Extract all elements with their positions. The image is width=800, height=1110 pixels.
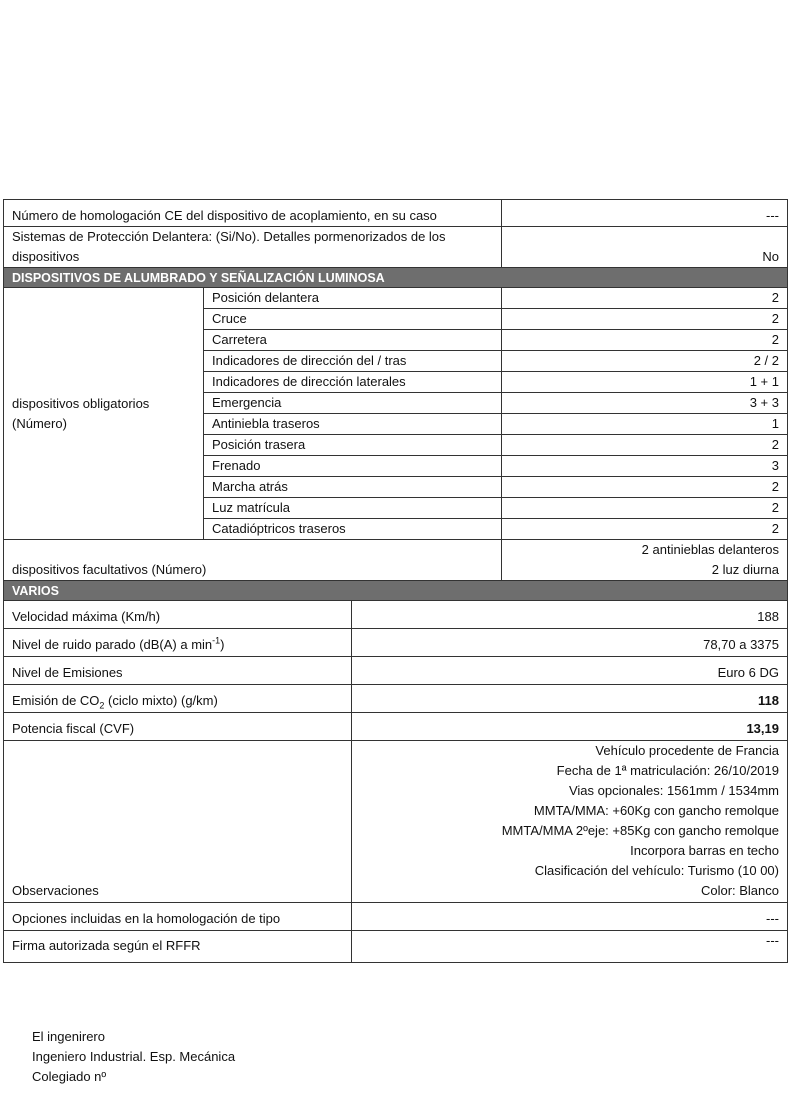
device-count: 3 + 3 — [502, 393, 788, 414]
table-row — [4, 713, 788, 741]
front-protection-label: Sistemas de Protección Delantera: (Si/No). Detalles pormenorizados de los dispositivos — [4, 227, 502, 268]
fiscal-power-value: 13,19 — [352, 713, 788, 741]
observation-line: MMTA/MMA: +60Kg con gancho remolque — [533, 803, 779, 818]
table-row — [4, 685, 788, 713]
section-header-lighting — [4, 268, 788, 288]
table-row — [4, 227, 788, 268]
co2-label-rest: (ciclo mixto) (g/km) — [104, 693, 218, 708]
observation-line: MMTA/MMA 2ºeje: +85Kg con gancho remolque — [501, 823, 779, 838]
co2-label-text: Emisión de CO — [12, 693, 100, 708]
device-count: 3 — [502, 456, 788, 477]
max-speed-label: Velocidad máxima (Km/h) — [4, 601, 352, 629]
fiscal-power-label: Potencia fiscal (CVF) — [4, 713, 352, 741]
mandatory-devices-label-line1: dispositivos obligatorios — [12, 395, 150, 411]
table-row — [4, 200, 788, 227]
ce-homologation-label: Número de homologación CE del dispositivo de acoplamiento, en su caso — [4, 200, 502, 227]
observation-line: Vias opcionales: 1561mm / 1534mm — [568, 783, 779, 798]
optional-devices-label: dispositivos facultativos (Número) — [4, 540, 502, 581]
table-row — [4, 931, 788, 963]
optional-device-1: 2 antinieblas delanteros — [641, 542, 779, 557]
device-name: Posición delantera — [204, 288, 502, 309]
device-count: 2 — [502, 477, 788, 498]
co2-label-subscript: 2 — [99, 700, 105, 711]
device-count: 2 — [502, 330, 788, 351]
signature-label: Firma autorizada según el RFFR — [4, 931, 352, 963]
device-name: Indicadores de dirección laterales — [204, 372, 502, 393]
table-row — [4, 540, 788, 581]
front-protection-value: No — [502, 227, 788, 268]
noise-label — [4, 629, 352, 657]
co2-value: 118 — [352, 685, 788, 713]
type-options-label: Opciones incluidas en la homologación de tipo — [4, 903, 352, 931]
engineer-specialty: Ingeniero Industrial. Esp. Mecánica — [32, 1049, 236, 1064]
device-count: 2 — [502, 309, 788, 330]
device-count: 2 / 2 — [502, 351, 788, 372]
noise-label-exponent: -1 — [212, 635, 221, 646]
device-name: Frenado — [204, 456, 502, 477]
observation-line: Clasificación del vehículo: Turismo (10 00) — [534, 863, 779, 878]
engineer-title: El ingenirero — [32, 1029, 105, 1044]
device-name: Catadióptricos traseros — [204, 519, 502, 540]
observation-line: Vehículo procedente de Francia — [595, 743, 779, 758]
device-count: 1 + 1 — [502, 372, 788, 393]
table-row — [4, 629, 788, 657]
observations-value — [352, 741, 788, 903]
signature-block — [32, 1027, 235, 1087]
max-speed-value: 188 — [352, 601, 788, 629]
device-name: Emergencia — [204, 393, 502, 414]
optional-devices-value — [502, 540, 788, 581]
table-row — [4, 903, 788, 931]
emissions-level-value: Euro 6 DG — [352, 657, 788, 685]
device-name: Luz matrícula — [204, 498, 502, 519]
noise-label-text: Nivel de ruido parado (dB(A) a min — [12, 637, 213, 652]
varios-section-title: VARIOS — [4, 581, 788, 601]
device-name: Marcha atrás — [204, 477, 502, 498]
varios-table — [3, 600, 788, 963]
noise-label-close: ) — [220, 637, 225, 652]
header-table — [3, 199, 788, 268]
mandatory-devices-label-line2: (Número) — [12, 415, 67, 431]
co2-label — [4, 685, 352, 713]
mandatory-devices-label — [4, 288, 204, 540]
lighting-table — [3, 267, 788, 601]
section-header-varios — [4, 581, 788, 601]
observation-line: Color: Blanco — [700, 883, 779, 898]
device-count: 2 — [502, 435, 788, 456]
device-count: 2 — [502, 519, 788, 540]
observation-line: Fecha de 1ª matriculación: 26/10/2019 — [556, 763, 779, 778]
mandatory-devices-list — [4, 288, 788, 540]
engineer-registration: Colegiado nº — [32, 1069, 107, 1084]
device-name: Indicadores de dirección del / tras — [204, 351, 502, 372]
device-row — [4, 288, 788, 309]
noise-value: 78,70 a 3375 — [352, 629, 788, 657]
device-count: 2 — [502, 288, 788, 309]
table-row — [4, 601, 788, 629]
observations-label: Observaciones — [4, 741, 352, 903]
emissions-level-label: Nivel de Emisiones — [4, 657, 352, 685]
device-name: Carretera — [204, 330, 502, 351]
ce-homologation-value: --- — [502, 200, 788, 227]
device-name: Cruce — [204, 309, 502, 330]
device-count: 2 — [502, 498, 788, 519]
device-name: Antiniebla traseros — [204, 414, 502, 435]
document-body — [3, 199, 787, 963]
lighting-section-title: DISPOSITIVOS DE ALUMBRADO Y SEÑALIZACIÓN LUMINOSA — [4, 268, 788, 288]
table-row — [4, 657, 788, 685]
type-options-value: --- — [352, 903, 788, 931]
device-count: 1 — [502, 414, 788, 435]
optional-device-2: 2 luz diurna — [711, 562, 779, 577]
signature-value: --- — [352, 931, 788, 963]
device-name: Posición trasera — [204, 435, 502, 456]
observation-line: Incorpora barras en techo — [630, 843, 779, 858]
table-row — [4, 741, 788, 903]
